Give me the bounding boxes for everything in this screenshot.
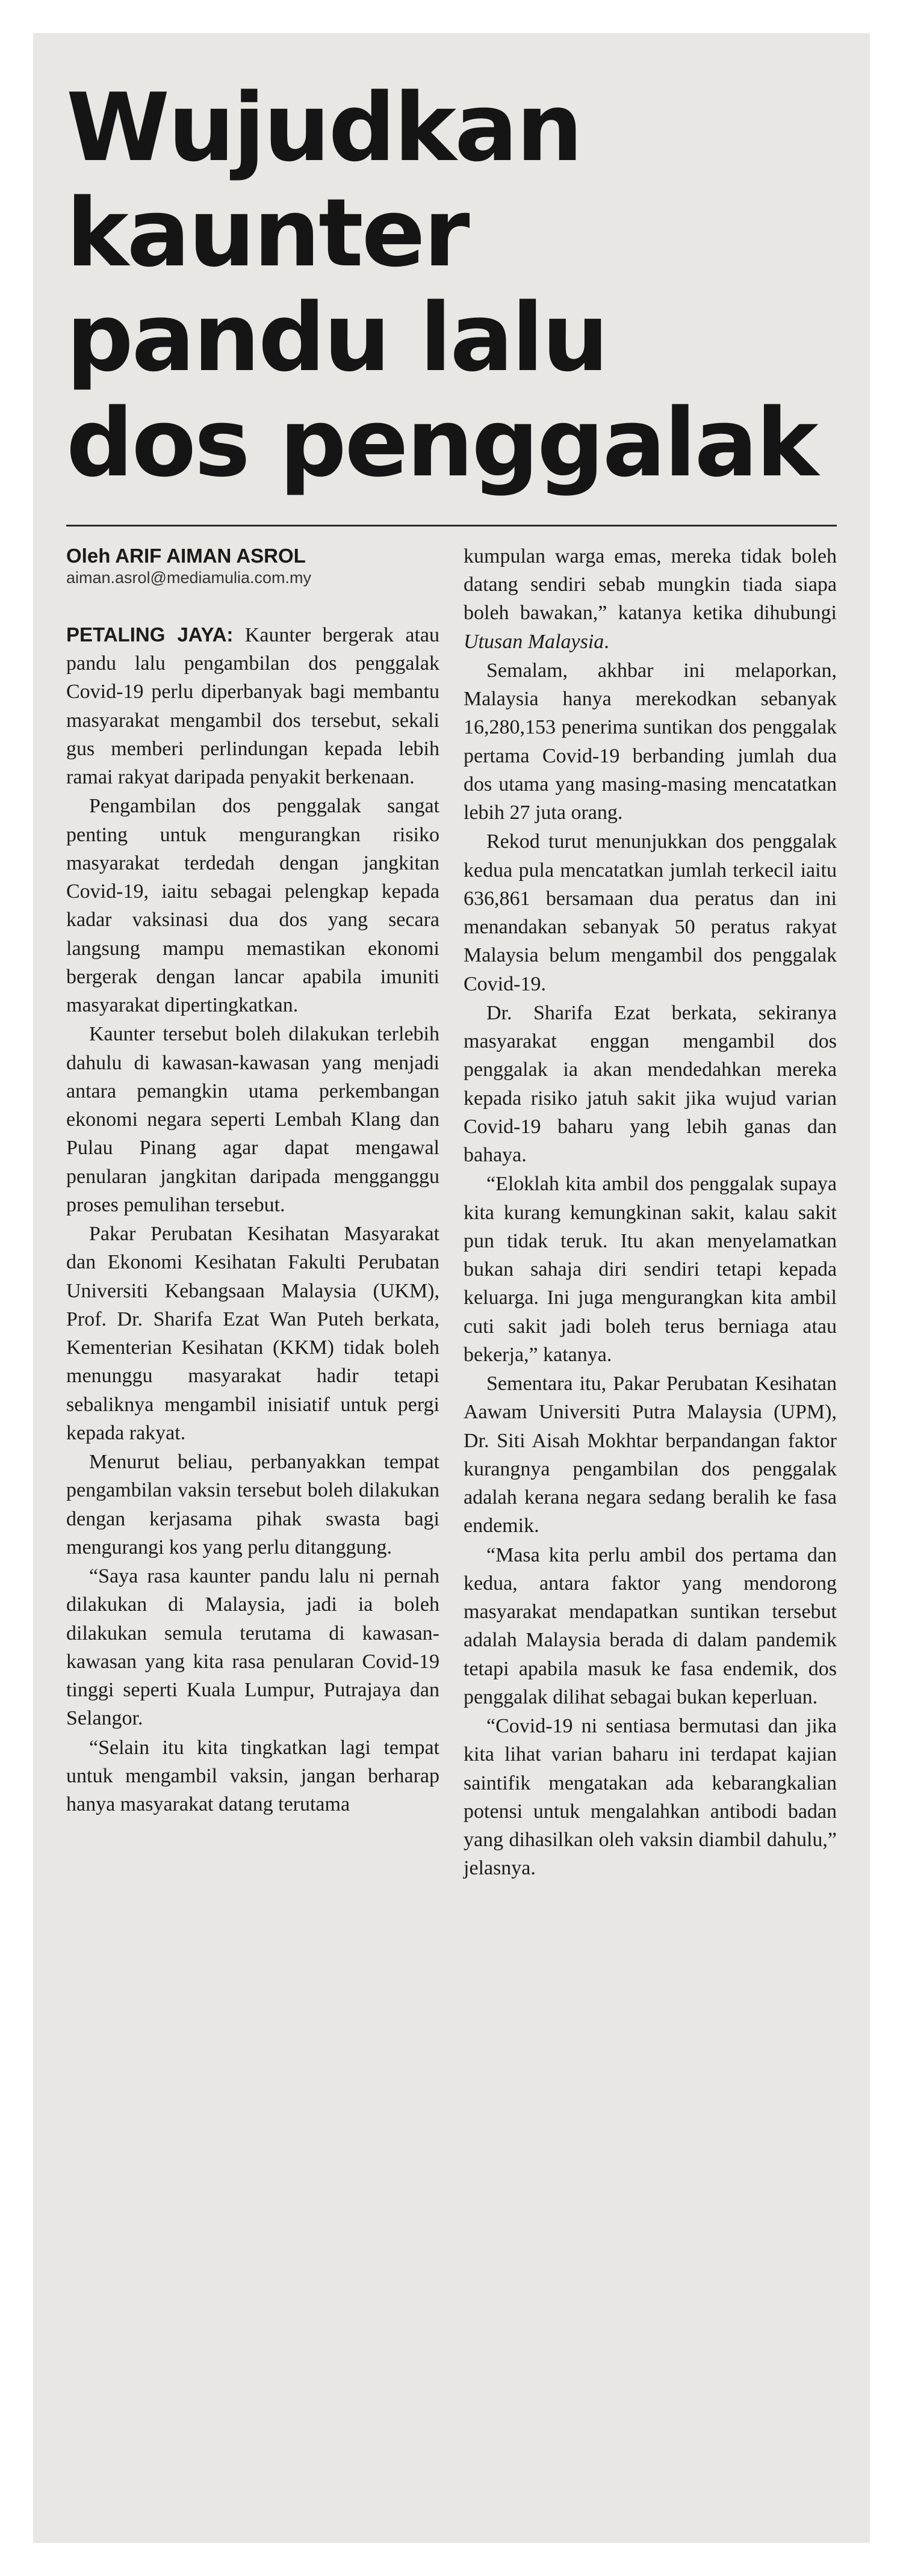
paragraph-text: . — [604, 630, 609, 653]
paragraph: Semalam, akhbar ini melaporkan, Malaysia hanya merekodkan sebanyak 16,280,153 penerima suntikan dos penggalak pertama Covid-19 berbanding jumlah dua dos utama yang masing-masing mencatatkan lebih 27 juta orang. — [464, 659, 837, 824]
headline-line: pandu lalu — [66, 283, 607, 393]
byline: Oleh ARIF AIMAN ASROL — [66, 544, 306, 567]
paragraph: “Covid-19 ni sentiasa bermutasi dan jika kita lihat varian baharu ini terdapat kajian saintifik mengatakan ada kebarangkalian potensi untuk mengalahkan antibodi badan yang dihasilkan oleh vaksin diambil dahulu,” jelasnya. — [464, 1715, 837, 1880]
paragraph: Pakar Perubatan Kesihatan Masyarakat dan Ekonomi Kesihatan Fakulti Perubatan Universiti Kebangsaan Malaysia (UKM), Prof. Dr. Sharifa Ezat Wan Puteh berkata, Kementerian Kesihatan (KKM) tidak boleh menunggu masyarakat hadir tetapi sebaliknya mengambil inisiatif untuk pergi kepada rakyat. — [66, 1223, 439, 1444]
column-left — [66, 542, 439, 1883]
author-email: aiman.asrol@mediamulia.com.my — [66, 568, 312, 587]
article-body — [66, 542, 837, 1883]
headline-divider — [66, 525, 837, 527]
continued-paragraph — [464, 542, 837, 656]
paragraph: Menurut beliau, perbanyakkan tempat pengambilan vaksin tersebut boleh dilakukan dengan kerjasama pihak swasta bagi mengurangi kos yang perlu ditanggung. — [66, 1451, 439, 1558]
paragraph: “Saya rasa kaunter pandu lalu ni pernah dilakukan di Malaysia, jadi ia boleh dilakukan semula terutama di kawasan-kawasan yang kita rasa penularan Covid-19 tinggi seperti Kuala Lumpur, Putrajaya dan Selangor. — [66, 1565, 439, 1730]
headline-line: dos penggalak — [66, 388, 817, 498]
paragraph: Dr. Sharifa Ezat berkata, sekiranya masyarakat enggan mengambil dos penggalak ia akan mendedahkan mereka kepada risiko jatuh sakit jika wujud varian Covid-19 baharu yang lebih ganas dan bahaya. — [464, 1001, 837, 1167]
headline — [66, 75, 837, 496]
dateline: PETALING JAYA: — [66, 623, 234, 646]
paragraph: Kaunter tersebut boleh dilakukan terlebih dahulu di kawasan-kawasan yang menjadi antara pemangkin utama perkembangan ekonomi negara seperti Lembah Klang dan Pulau Pinang agar dapat mengawal penularan jangkitan daripada mengganggu proses pemulihan tersebut. — [66, 1023, 439, 1216]
paragraph: “Eloklah kita ambil dos penggalak supaya kita kurang kemungkinan sakit, kalau sakit pun tidak teruk. Itu akan menyelamatkan bukan sahaja diri sendiri tetapi kepada keluarga. Ini juga mengurangkan kita ambil cuti sakit jadi boleh terus berniaga atau bekerja,” katanya. — [464, 1173, 837, 1366]
newspaper-clipping — [33, 33, 870, 2543]
paragraph-text: Kaunter bergerak atau pandu lalu pengambilan dos penggalak Covid-19 perlu diperbanyak bagi membantu masyarakat mengambil dos tersebut, sekali gus memberi perlindungan kepada lebih ramai rakyat daripada penyakit berkenaan. — [66, 623, 440, 789]
column-right — [464, 542, 837, 1883]
paragraph: Rekod turut menunjukkan dos penggalak kedua pula mencatatkan jumlah terkecil iaitu 636,861 bersamaan dua peratus dan ini menandakan sebanyak 50 peratus rakyat Malaysia belum mengambil dos penggalak Covid-19. — [464, 830, 837, 995]
paragraph: “Masa kita perlu ambil dos pertama dan kedua, antara faktor yang mendorong masyarakat mendapatkan suntikan tersebut adalah Malaysia berada di dalam pandemik tetapi apabila masuk ke fasa endemik, dos penggalak dilihat sebagai bukan keperluan. — [464, 1543, 837, 1708]
paragraph: Sementara itu, Pakar Perubatan Kesihatan Aawam Universiti Putra Malaysia (UPM), Dr. Siti Aisah Mokhtar berpandangan faktor kurangnya pengambilan dos penggalak adalah kerana negara sedang beralih ke fasa endemik. — [464, 1373, 837, 1537]
paragraph: Pengambilan dos penggalak sangat penting untuk mengurangkan risiko masyarakat terdedah dengan jangkitan Covid-19, iaitu sebagai pelengkap kepada kadar vaksinasi dua dos yang secara langsung mampu memastikan ekonomi bergerak dengan lancar apabila imuniti masyarakat dipertingkatkan. — [66, 795, 439, 1017]
lead-paragraph — [66, 621, 439, 792]
paragraph-text: kumpulan warga emas, mereka tidak boleh datang sendiri sebab mungkin tiada siapa boleh bawakan,” katanya ketika dihubungi — [464, 545, 837, 625]
paragraph: “Selain itu kita tingkatkan lagi tempat untuk mengambil vaksin, jangan berharap hanya masyarakat datang terutama — [66, 1736, 439, 1816]
publication-name: Utusan Malaysia — [464, 630, 604, 653]
headline-line: kaunter — [66, 178, 468, 288]
headline-line: Wujudkan — [66, 73, 582, 182]
